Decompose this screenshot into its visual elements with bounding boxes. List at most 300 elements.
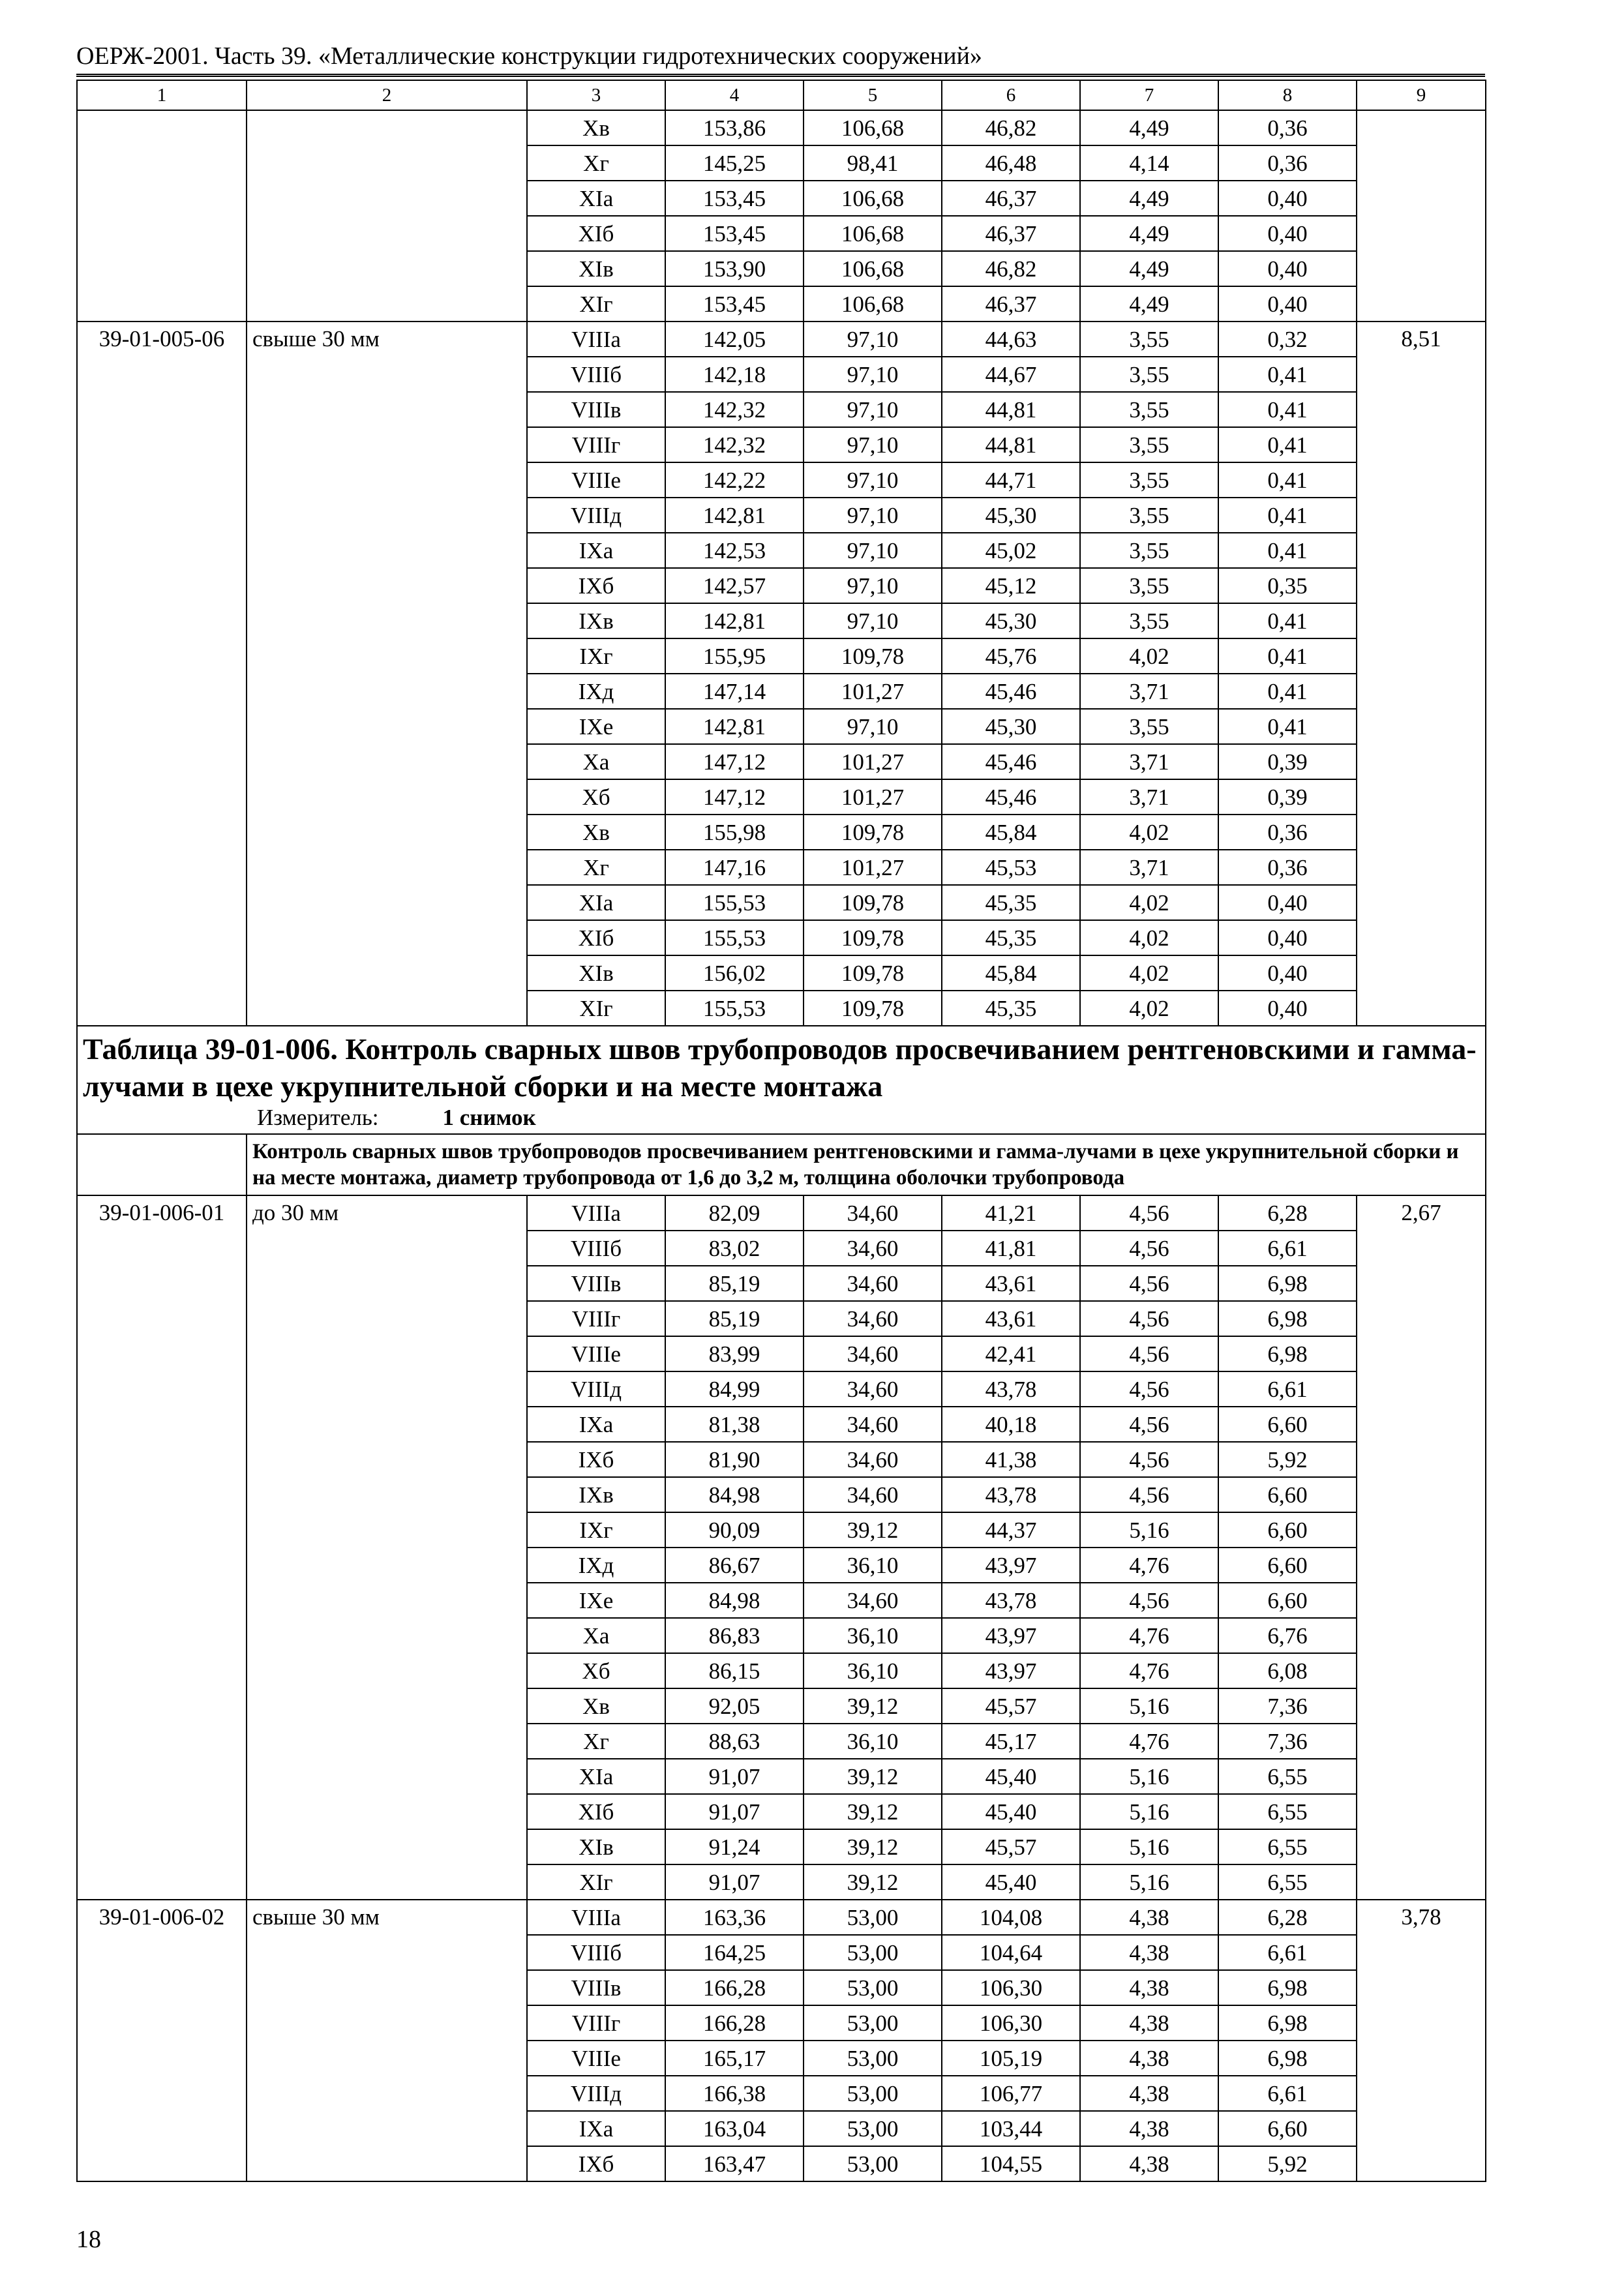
category-cell: Хг [527, 1724, 665, 1759]
category-cell: IХб [527, 1442, 665, 1477]
value-cell: 0,40 [1218, 920, 1357, 955]
column-number: 4 [665, 80, 804, 110]
value-cell: 45,02 [942, 533, 1080, 568]
value-cell: 0,41 [1218, 462, 1357, 498]
value-cell: 53,00 [804, 1935, 942, 1970]
value-cell: 43,97 [942, 1548, 1080, 1583]
value-cell: 6,98 [1218, 1336, 1357, 1371]
value-cell: 86,83 [665, 1618, 804, 1653]
value-cell: 36,10 [804, 1618, 942, 1653]
value-cell: 36,10 [804, 1548, 942, 1583]
value-cell: 46,48 [942, 145, 1080, 181]
value-cell: 0,39 [1218, 779, 1357, 815]
category-cell: ХIв [527, 955, 665, 991]
value-cell: 45,35 [942, 885, 1080, 920]
value-cell: 82,09 [665, 1195, 804, 1231]
table-006-description: Контроль сварных швов трубопроводов просвечиванием рентгеновскими и гамма-лучами в цехе укрупнительной сборки и на месте монтажа, диаметр трубопровода от 1,6 до 3,2 м, толщина оболочки трубопровода [247, 1134, 1486, 1195]
column-number: 1 [77, 80, 247, 110]
value-cell: 97,10 [804, 533, 942, 568]
value-cell: 4,38 [1080, 2076, 1218, 2111]
table-row [77, 322, 1486, 357]
value-cell: 46,37 [942, 216, 1080, 251]
value-cell: 44,67 [942, 357, 1080, 392]
value-cell: 43,61 [942, 1301, 1080, 1336]
value-cell: 81,90 [665, 1442, 804, 1477]
value-cell: 5,92 [1218, 2146, 1357, 2181]
value-cell: 106,68 [804, 110, 942, 145]
value-cell: 142,22 [665, 462, 804, 498]
value-cell: 6,60 [1218, 1548, 1357, 1583]
value-cell: 155,53 [665, 920, 804, 955]
value-cell: 4,56 [1080, 1301, 1218, 1336]
value-cell: 0,41 [1218, 603, 1357, 638]
value-cell: 39,12 [804, 1512, 942, 1548]
value-cell: 85,19 [665, 1301, 804, 1336]
value-cell: 4,56 [1080, 1477, 1218, 1512]
value-cell: 0,40 [1218, 991, 1357, 1026]
category-cell: ХIв [527, 251, 665, 286]
value-cell: 98,41 [804, 145, 942, 181]
value-cell: 4,38 [1080, 2005, 1218, 2041]
category-cell: Хв [527, 110, 665, 145]
value-cell: 45,84 [942, 815, 1080, 850]
value-cell: 142,05 [665, 322, 804, 357]
column-number: 8 [1218, 80, 1357, 110]
value-cell: 147,12 [665, 779, 804, 815]
value-cell: 43,61 [942, 1266, 1080, 1301]
thickness-cell: до 30 мм [247, 1195, 527, 1900]
value-cell: 86,15 [665, 1653, 804, 1688]
value-cell: 4,38 [1080, 1935, 1218, 1970]
category-cell: IХг [527, 638, 665, 674]
value-cell: 109,78 [804, 885, 942, 920]
value-cell: 142,32 [665, 392, 804, 427]
value-cell: 46,82 [942, 251, 1080, 286]
value-cell: 0,41 [1218, 498, 1357, 533]
value-cell: 45,46 [942, 779, 1080, 815]
value-cell: 106,30 [942, 1970, 1080, 2005]
value-cell: 0,40 [1218, 885, 1357, 920]
col9-cell: 2,67 [1357, 1195, 1486, 1900]
value-cell: 104,08 [942, 1900, 1080, 1935]
category-cell: VIIIг [527, 427, 665, 462]
value-cell: 0,41 [1218, 674, 1357, 709]
category-cell: VIIIа [527, 322, 665, 357]
value-cell: 5,16 [1080, 1512, 1218, 1548]
category-cell: IХа [527, 533, 665, 568]
value-cell: 166,38 [665, 2076, 804, 2111]
column-number: 3 [527, 80, 665, 110]
value-cell: 142,81 [665, 709, 804, 744]
value-cell: 163,36 [665, 1900, 804, 1935]
value-cell: 40,18 [942, 1407, 1080, 1442]
value-cell: 5,16 [1080, 1864, 1218, 1900]
value-cell: 45,17 [942, 1724, 1080, 1759]
value-cell: 45,76 [942, 638, 1080, 674]
value-cell: 6,28 [1218, 1900, 1357, 1935]
value-cell: 0,41 [1218, 427, 1357, 462]
value-cell: 3,71 [1080, 744, 1218, 779]
value-cell: 106,68 [804, 181, 942, 216]
value-cell: 34,60 [804, 1371, 942, 1407]
category-cell: VIIIе [527, 462, 665, 498]
value-cell: 101,27 [804, 850, 942, 885]
value-cell: 153,45 [665, 286, 804, 322]
category-cell: VIIIв [527, 1970, 665, 2005]
value-cell: 4,02 [1080, 638, 1218, 674]
value-cell: 3,55 [1080, 603, 1218, 638]
value-cell: 97,10 [804, 357, 942, 392]
value-cell: 142,81 [665, 603, 804, 638]
value-cell: 153,45 [665, 216, 804, 251]
value-cell: 53,00 [804, 1970, 942, 2005]
column-number-row [77, 80, 1486, 110]
running-header: ОЕРЖ-2001. Часть 39. «Металлические конструкции гидротехнических сооружений» [76, 42, 982, 70]
value-cell: 45,35 [942, 920, 1080, 955]
value-cell: 34,60 [804, 1231, 942, 1266]
category-cell: VIIIе [527, 1336, 665, 1371]
value-cell: 53,00 [804, 2146, 942, 2181]
value-cell: 0,41 [1218, 638, 1357, 674]
table-row [77, 110, 1486, 145]
value-cell: 3,55 [1080, 498, 1218, 533]
code-cell: 39-01-006-02 [77, 1900, 247, 2181]
category-cell: IХд [527, 1548, 665, 1583]
value-cell: 0,36 [1218, 815, 1357, 850]
value-cell: 166,28 [665, 2005, 804, 2041]
value-cell: 0,36 [1218, 110, 1357, 145]
value-cell: 0,40 [1218, 286, 1357, 322]
category-cell: Хб [527, 779, 665, 815]
category-cell: IХе [527, 709, 665, 744]
value-cell: 0,40 [1218, 181, 1357, 216]
value-cell: 45,46 [942, 744, 1080, 779]
column-number: 9 [1357, 80, 1486, 110]
value-cell: 4,02 [1080, 991, 1218, 1026]
value-cell: 4,02 [1080, 955, 1218, 991]
value-cell: 39,12 [804, 1688, 942, 1724]
value-cell: 84,98 [665, 1583, 804, 1618]
value-cell: 4,38 [1080, 2146, 1218, 2181]
value-cell: 34,60 [804, 1195, 942, 1231]
value-cell: 0,36 [1218, 145, 1357, 181]
value-cell: 3,71 [1080, 674, 1218, 709]
value-cell: 45,40 [942, 1794, 1080, 1829]
value-cell: 101,27 [804, 779, 942, 815]
value-cell: 44,81 [942, 392, 1080, 427]
value-cell: 34,60 [804, 1407, 942, 1442]
value-cell: 4,49 [1080, 286, 1218, 322]
value-cell: 0,41 [1218, 709, 1357, 744]
value-cell: 5,16 [1080, 1688, 1218, 1724]
value-cell: 53,00 [804, 2005, 942, 2041]
value-cell: 91,07 [665, 1759, 804, 1794]
value-cell: 4,49 [1080, 251, 1218, 286]
value-cell: 106,68 [804, 286, 942, 322]
category-cell: Хг [527, 850, 665, 885]
value-cell: 83,02 [665, 1231, 804, 1266]
value-cell: 6,60 [1218, 1512, 1357, 1548]
category-cell: ХIа [527, 1759, 665, 1794]
value-cell: 147,16 [665, 850, 804, 885]
category-cell: IХа [527, 2111, 665, 2146]
value-cell: 46,37 [942, 286, 1080, 322]
value-cell: 4,49 [1080, 181, 1218, 216]
category-cell: VIIIа [527, 1900, 665, 1935]
value-cell: 4,56 [1080, 1371, 1218, 1407]
category-cell: ХIб [527, 920, 665, 955]
column-number: 6 [942, 80, 1080, 110]
value-cell: 156,02 [665, 955, 804, 991]
category-cell: ХIг [527, 991, 665, 1026]
value-cell: 92,05 [665, 1688, 804, 1724]
value-cell: 45,35 [942, 991, 1080, 1026]
value-cell: 43,97 [942, 1618, 1080, 1653]
value-cell: 86,67 [665, 1548, 804, 1583]
value-cell: 5,16 [1080, 1759, 1218, 1794]
value-cell: 4,56 [1080, 1583, 1218, 1618]
value-cell: 6,98 [1218, 1970, 1357, 2005]
value-cell: 4,02 [1080, 920, 1218, 955]
value-cell: 53,00 [804, 2111, 942, 2146]
value-cell: 142,81 [665, 498, 804, 533]
value-cell: 45,46 [942, 674, 1080, 709]
value-cell: 106,68 [804, 251, 942, 286]
category-cell: VIIIб [527, 1231, 665, 1266]
value-cell: 97,10 [804, 568, 942, 603]
value-cell: 5,92 [1218, 1442, 1357, 1477]
value-cell: 39,12 [804, 1794, 942, 1829]
value-cell: 4,56 [1080, 1407, 1218, 1442]
value-cell: 109,78 [804, 991, 942, 1026]
value-cell: 7,36 [1218, 1724, 1357, 1759]
value-cell: 3,55 [1080, 462, 1218, 498]
category-cell: IХг [527, 1512, 665, 1548]
value-cell: 3,55 [1080, 709, 1218, 744]
value-cell: 142,57 [665, 568, 804, 603]
value-cell: 97,10 [804, 427, 942, 462]
value-cell: 5,16 [1080, 1829, 1218, 1864]
value-cell: 45,57 [942, 1829, 1080, 1864]
table-006-title-row [77, 1026, 1486, 1134]
value-cell: 97,10 [804, 462, 942, 498]
category-cell: VIIIа [527, 1195, 665, 1231]
value-cell: 45,30 [942, 603, 1080, 638]
value-cell: 155,98 [665, 815, 804, 850]
value-cell: 45,12 [942, 568, 1080, 603]
category-cell: VIIIг [527, 1301, 665, 1336]
value-cell: 0,39 [1218, 744, 1357, 779]
value-cell: 166,28 [665, 1970, 804, 2005]
category-cell: VIIIе [527, 2041, 665, 2076]
value-cell: 45,30 [942, 498, 1080, 533]
value-cell: 88,63 [665, 1724, 804, 1759]
value-cell: 97,10 [804, 709, 942, 744]
value-cell: 4,49 [1080, 110, 1218, 145]
table-006-description-row [77, 1134, 1486, 1195]
value-cell: 44,81 [942, 427, 1080, 462]
table-006-section [77, 1195, 1486, 2181]
value-cell: 42,41 [942, 1336, 1080, 1371]
value-cell: 3,71 [1080, 779, 1218, 815]
value-cell: 6,28 [1218, 1195, 1357, 1231]
value-cell: 0,41 [1218, 533, 1357, 568]
value-cell: 103,44 [942, 2111, 1080, 2146]
value-cell: 43,78 [942, 1477, 1080, 1512]
thickness-cell [247, 110, 527, 322]
value-cell: 34,60 [804, 1583, 942, 1618]
value-cell: 3,55 [1080, 568, 1218, 603]
table-005-section [77, 322, 1486, 1026]
value-cell: 4,76 [1080, 1724, 1218, 1759]
value-cell: 83,99 [665, 1336, 804, 1371]
price-table [76, 80, 1486, 2182]
value-cell: 4,76 [1080, 1548, 1218, 1583]
value-cell: 142,18 [665, 357, 804, 392]
value-cell: 105,19 [942, 2041, 1080, 2076]
value-cell: 6,55 [1218, 1794, 1357, 1829]
value-cell: 90,09 [665, 1512, 804, 1548]
col9-cell: 8,51 [1357, 322, 1486, 1026]
value-cell: 34,60 [804, 1301, 942, 1336]
value-cell: 36,10 [804, 1653, 942, 1688]
category-cell: IХб [527, 568, 665, 603]
value-cell: 0,35 [1218, 568, 1357, 603]
value-cell: 45,53 [942, 850, 1080, 885]
value-cell: 53,00 [804, 2076, 942, 2111]
value-cell: 6,61 [1218, 1371, 1357, 1407]
value-cell: 81,38 [665, 1407, 804, 1442]
category-cell: VIIIб [527, 357, 665, 392]
value-cell: 39,12 [804, 1864, 942, 1900]
value-cell: 91,07 [665, 1864, 804, 1900]
value-cell: 91,07 [665, 1794, 804, 1829]
category-cell: ХIб [527, 1794, 665, 1829]
category-cell: IХв [527, 603, 665, 638]
value-cell: 85,19 [665, 1266, 804, 1301]
value-cell: 0,32 [1218, 322, 1357, 357]
value-cell: 104,64 [942, 1935, 1080, 1970]
value-cell: 97,10 [804, 322, 942, 357]
column-number: 5 [804, 80, 942, 110]
value-cell: 3,55 [1080, 392, 1218, 427]
value-cell: 6,08 [1218, 1653, 1357, 1688]
value-cell: 41,21 [942, 1195, 1080, 1231]
value-cell: 6,55 [1218, 1759, 1357, 1794]
category-cell: Хв [527, 1688, 665, 1724]
value-cell: 44,63 [942, 322, 1080, 357]
value-cell: 3,71 [1080, 850, 1218, 885]
value-cell: 39,12 [804, 1829, 942, 1864]
value-cell: 97,10 [804, 498, 942, 533]
value-cell: 109,78 [804, 920, 942, 955]
category-cell: ХIв [527, 1829, 665, 1864]
value-cell: 43,78 [942, 1583, 1080, 1618]
category-cell: Хб [527, 1653, 665, 1688]
value-cell: 5,16 [1080, 1794, 1218, 1829]
value-cell: 145,25 [665, 145, 804, 181]
code-cell: 39-01-006-01 [77, 1195, 247, 1900]
value-cell: 0,41 [1218, 392, 1357, 427]
value-cell: 53,00 [804, 1900, 942, 1935]
value-cell: 163,47 [665, 2146, 804, 2181]
value-cell: 4,02 [1080, 885, 1218, 920]
value-cell: 84,99 [665, 1371, 804, 1407]
value-cell: 84,98 [665, 1477, 804, 1512]
value-cell: 147,14 [665, 674, 804, 709]
value-cell: 34,60 [804, 1477, 942, 1512]
category-cell: IХв [527, 1477, 665, 1512]
description-empty-cell [77, 1134, 247, 1195]
value-cell: 4,02 [1080, 815, 1218, 850]
category-cell: VIIIв [527, 392, 665, 427]
value-cell: 109,78 [804, 638, 942, 674]
value-cell: 4,56 [1080, 1231, 1218, 1266]
value-cell: 4,38 [1080, 2041, 1218, 2076]
value-cell: 45,40 [942, 1759, 1080, 1794]
measure-label: Измеритель: [257, 1105, 379, 1130]
value-cell: 45,57 [942, 1688, 1080, 1724]
value-cell: 4,56 [1080, 1266, 1218, 1301]
measure-line [83, 1105, 1480, 1133]
value-cell: 6,55 [1218, 1829, 1357, 1864]
value-cell: 6,60 [1218, 2111, 1357, 2146]
value-cell: 3,55 [1080, 427, 1218, 462]
category-cell: IХд [527, 674, 665, 709]
value-cell: 101,27 [804, 744, 942, 779]
category-cell: ХIг [527, 1864, 665, 1900]
value-cell: 4,14 [1080, 145, 1218, 181]
value-cell: 142,32 [665, 427, 804, 462]
value-cell: 6,60 [1218, 1477, 1357, 1512]
continuation-section [77, 110, 1486, 322]
value-cell: 0,36 [1218, 850, 1357, 885]
category-cell: VIIIб [527, 1935, 665, 1970]
value-cell: 0,41 [1218, 357, 1357, 392]
value-cell: 34,60 [804, 1336, 942, 1371]
header-double-rule [76, 74, 1485, 77]
value-cell: 155,53 [665, 991, 804, 1026]
value-cell: 41,38 [942, 1442, 1080, 1477]
category-cell: VIIIг [527, 2005, 665, 2041]
value-cell: 45,40 [942, 1864, 1080, 1900]
value-cell: 44,37 [942, 1512, 1080, 1548]
value-cell: 153,45 [665, 181, 804, 216]
value-cell: 0,40 [1218, 955, 1357, 991]
value-cell: 4,56 [1080, 1442, 1218, 1477]
category-cell: Хв [527, 815, 665, 850]
value-cell: 45,84 [942, 955, 1080, 991]
value-cell: 46,82 [942, 110, 1080, 145]
value-cell: 109,78 [804, 815, 942, 850]
value-cell: 3,55 [1080, 322, 1218, 357]
col9-cell: 3,78 [1357, 1900, 1486, 2181]
value-cell: 4,76 [1080, 1653, 1218, 1688]
value-cell: 6,60 [1218, 1583, 1357, 1618]
category-cell: IХб [527, 2146, 665, 2181]
category-cell: IХе [527, 1583, 665, 1618]
category-cell: Хг [527, 145, 665, 181]
value-cell: 147,12 [665, 744, 804, 779]
thickness-cell: свыше 30 мм [247, 1900, 527, 2181]
value-cell: 6,98 [1218, 2005, 1357, 2041]
value-cell: 34,60 [804, 1266, 942, 1301]
value-cell: 39,12 [804, 1759, 942, 1794]
value-cell: 44,71 [942, 462, 1080, 498]
category-cell: ХIб [527, 216, 665, 251]
value-cell: 6,55 [1218, 1864, 1357, 1900]
value-cell: 4,56 [1080, 1195, 1218, 1231]
